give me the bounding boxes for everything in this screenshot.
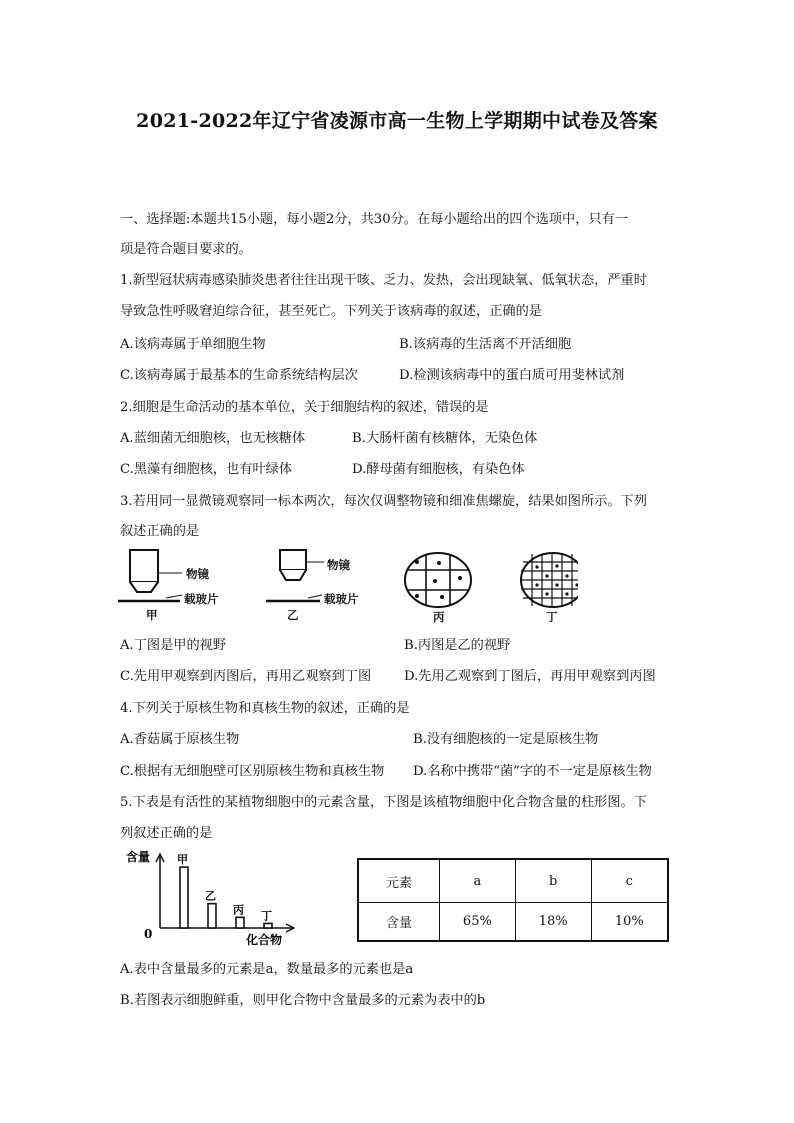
label-slide-yi: 载玻片 [324, 592, 359, 606]
bar-1 [208, 904, 216, 928]
q3-option-b: B.丙图是乙的视野 [404, 638, 511, 653]
table-cell: 10% [591, 903, 668, 942]
bar-label-2: 丙 [233, 903, 244, 917]
page-title: 2021-2022年辽宁省凌源市高一生物上学期期中试卷及答案 [136, 110, 658, 132]
section-heading-line1: 一、选择题:本题共15小题，每小题2分，共30分。在每小题给出的四个选项中，只有一 [120, 212, 628, 227]
label-bing: 丙 [433, 610, 445, 624]
view-bing [405, 553, 471, 607]
q2-option-a: A.蓝细菌无细胞核，也无核糖体 [120, 431, 306, 446]
q2-stem: 2.细胞是生命活动的基本单位，关于细胞结构的叙述，错误的是 [120, 400, 489, 415]
x-axis-label: 化合物 [246, 933, 283, 947]
q1-option-d: D.检测该病毒中的蛋白质可用斐林试剂 [399, 368, 625, 383]
q4-option-b: B.没有细胞核的一定是原核生物 [413, 732, 599, 747]
y-axis-label: 含量 [126, 850, 151, 864]
q2-option-b: B.大肠杆菌有核糖体，无染色体 [352, 431, 538, 446]
q4-stem: 4.下列关于原核生物和真核生物的叙述，正确的是 [120, 701, 410, 716]
bar-label-3: 丁 [261, 909, 272, 923]
q4-option-c: C.根据有无细胞壁可区别原核生物和真核生物 [120, 764, 385, 779]
q4-option-d: D.名称中携带“菌”字的不一定是原核生物 [413, 764, 652, 779]
bar-3 [264, 923, 272, 928]
label-objective-jia: 物镜 [186, 567, 209, 581]
q1-option-c: C.该病毒属于最基本的生命系统结构层次 [120, 368, 358, 383]
bar-label-0: 甲 [177, 853, 188, 867]
q3-option-c: C.先用甲观察到丙图后，再用乙观察到丁图 [120, 669, 372, 684]
table-cell: 65% [440, 903, 516, 942]
label-ding: 丁 [546, 610, 558, 624]
q3-stem-line2: 叙述正确的是 [120, 524, 200, 539]
q5-option-a: A.表中含量最多的元素是a，数量最多的元素也是a [120, 962, 414, 977]
q3-option-a: A.丁图是甲的视野 [120, 638, 227, 653]
q1-option-b: B.该病毒的生活离不开活细胞 [399, 337, 572, 352]
bar-2 [236, 917, 244, 928]
q5-stem-line2: 列叙述正确的是 [120, 826, 213, 841]
q2-option-c: C.黑藻有细胞核，也有叶绿体 [120, 462, 293, 477]
objective-yi [266, 550, 324, 601]
table-row [358, 903, 668, 942]
q3-stem-line1: 3.若用同一显微镜观察同一标本两次，每次仅调整物镜和细准焦螺旋，结果如图所示。下列 [120, 494, 647, 509]
q5-stem-line1: 5.下表是有活性的某植物细胞中的元素含量，下图是该植物细胞中化合物含量的柱形图。下 [120, 795, 647, 810]
q1-option-a: A.该病毒属于单细胞生物 [120, 337, 266, 352]
label-jia: 甲 [146, 608, 158, 622]
table-row-label: 含量 [358, 903, 440, 942]
section-heading-line2: 项是符合题目要求的。 [120, 242, 252, 257]
label-yi: 乙 [287, 608, 299, 622]
origin-label: 0 [144, 927, 153, 941]
view-ding [521, 553, 578, 607]
element-content-table [357, 858, 669, 942]
table-row [358, 859, 668, 903]
label-slide-jia: 载玻片 [184, 592, 219, 606]
bar-0 [180, 867, 188, 928]
q3-option-d: D.先用乙观察到丁图后，再用甲观察到丙图 [404, 669, 656, 684]
q4-option-a: A.香菇属于原核生物 [120, 732, 240, 747]
q2-option-d: D.酵母菌有细胞核，有染色体 [352, 462, 525, 477]
table-cell: 18% [515, 903, 591, 942]
table-header-cell: 元素 [358, 859, 440, 903]
compound-bar-chart [124, 848, 304, 948]
q1-stem-line2: 导致急性呼吸窘迫综合征，甚至死亡。下列关于该病毒的叙述，正确的是 [120, 304, 542, 319]
table-header-cell: c [591, 859, 668, 903]
objective-jia [118, 550, 182, 601]
table-header-cell: b [515, 859, 591, 903]
q5-option-b: B.若图表示细胞鲜重，则甲化合物中含量最多的元素为表中的b [120, 993, 486, 1008]
table-header-cell: a [440, 859, 516, 903]
label-objective-yi: 物镜 [327, 558, 350, 572]
bar-label-1: 乙 [205, 889, 216, 903]
q1-stem-line1: 1.新型冠状病毒感染肺炎患者往往出现干咳、乏力、发热，会出现缺氧、低氧状态，严重时 [120, 273, 647, 288]
